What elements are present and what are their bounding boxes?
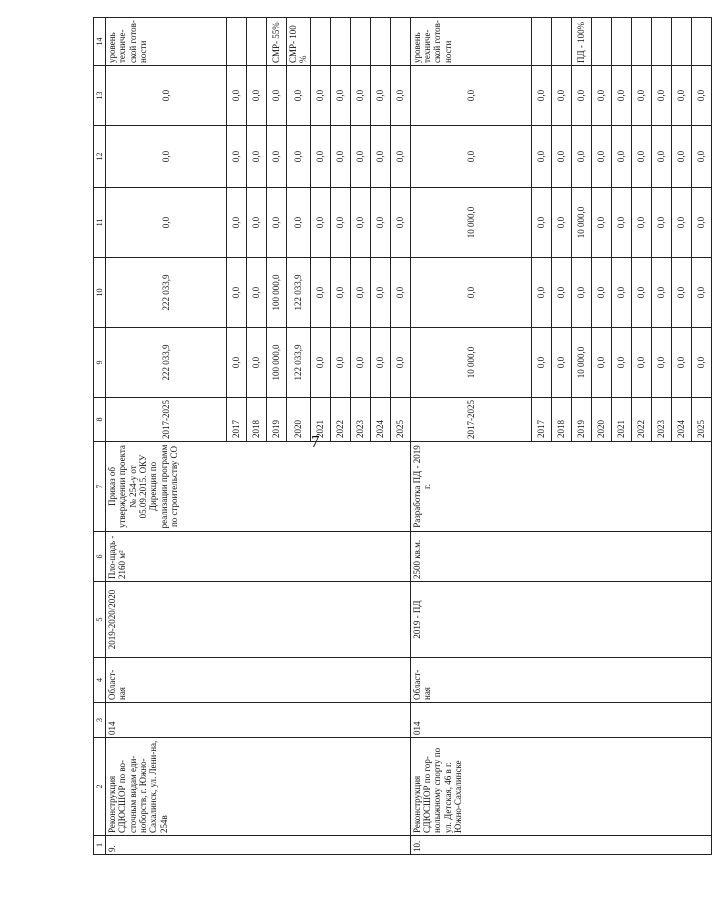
year-cell: 2022: [631, 398, 651, 442]
value-cell: 222 033,9: [106, 328, 227, 398]
readiness-cell: СМР- 100 %: [287, 18, 311, 66]
value-cell: 0,0: [370, 188, 390, 258]
value-cell: 0,0: [631, 126, 651, 188]
value-cell: 0,0: [591, 328, 611, 398]
value-cell: 0,0: [531, 126, 551, 188]
value-cell: 0,0: [350, 328, 370, 398]
value-cell: 0,0: [611, 66, 631, 126]
readiness-cell: [551, 18, 571, 66]
col-num: 5: [94, 582, 106, 658]
value-cell: 0,0: [611, 188, 631, 258]
value-cell: 0,0: [310, 66, 330, 126]
value-cell: 100 000,0: [267, 328, 287, 398]
construction-period: 2019 - ПД: [410, 582, 711, 658]
value-cell: 0,0: [591, 188, 611, 258]
value-cell: 0,0: [651, 258, 671, 328]
value-cell: 0,0: [631, 66, 651, 126]
value-cell: 222 033,9: [106, 258, 227, 328]
value-cell: 0,0: [330, 258, 350, 328]
col-num: 1: [94, 836, 106, 855]
value-cell: 0,0: [691, 126, 711, 188]
value-cell: 0,0: [287, 66, 311, 126]
value-cell: 122 033,9: [287, 328, 311, 398]
value-cell: 0,0: [370, 126, 390, 188]
value-cell: 0,0: [330, 66, 350, 126]
value-cell: 0,0: [671, 258, 691, 328]
value-cell: 0,0: [287, 126, 311, 188]
value-cell: 0,0: [247, 126, 267, 188]
project-total-row: [106, 18, 227, 855]
value-cell: 0,0: [551, 126, 571, 188]
readiness-cell: [671, 18, 691, 66]
project-document: Приказ об утверждении проекта № 254-у от 05.09.2015. ОКУ Дирекция по реализации программ по строительству СО: [106, 442, 411, 532]
project-document: Разработка ПД - 2019 г.: [410, 442, 711, 532]
value-cell: 0,0: [631, 328, 651, 398]
col-num: 8: [94, 398, 106, 442]
year-cell: 2020: [591, 398, 611, 442]
value-cell: 0,0: [106, 126, 227, 188]
year-cell: 2023: [350, 398, 370, 442]
year-cell: 2020: [287, 398, 311, 442]
value-cell: 0,0: [267, 66, 287, 126]
capacity: Пло-щадь - 2160 м²: [106, 532, 411, 582]
value-cell: 0,0: [227, 126, 247, 188]
value-cell: 0,0: [551, 66, 571, 126]
value-cell: 0,0: [671, 188, 691, 258]
value-cell: 0,0: [330, 188, 350, 258]
value-cell: 0,0: [370, 258, 390, 328]
value-cell: 0,0: [611, 328, 631, 398]
value-cell: 0,0: [310, 188, 330, 258]
value-cell: 0,0: [370, 66, 390, 126]
value-cell: 0,0: [410, 126, 531, 188]
rotated-table-container: [93, 18, 707, 855]
value-cell: 0,0: [691, 66, 711, 126]
col-num: 9: [94, 328, 106, 398]
value-cell: 0,0: [571, 126, 591, 188]
value-cell: 0,0: [671, 66, 691, 126]
year-cell: 2021: [310, 398, 330, 442]
ownership-level: Област-ная: [410, 658, 711, 703]
col-num: 7: [94, 442, 106, 532]
value-cell: 0,0: [651, 188, 671, 258]
value-cell: 10 000,0: [410, 188, 531, 258]
year-cell: 2017: [531, 398, 551, 442]
readiness-cell: [390, 18, 410, 66]
year-cell: 2017: [227, 398, 247, 442]
value-cell: 0,0: [551, 188, 571, 258]
project-name: Реконструкция СДЮСШОР по во-сточным видам еди-ноборств, г. Южно-Сахалинск, ул. Лени-на, 254в: [106, 738, 411, 836]
value-cell: 0,0: [390, 188, 410, 258]
value-cell: 0,0: [370, 328, 390, 398]
value-cell: 0,0: [631, 188, 651, 258]
value-cell: 0,0: [390, 66, 410, 126]
year-cell: 2018: [247, 398, 267, 442]
value-cell: 0,0: [350, 66, 370, 126]
value-cell: 0,0: [227, 188, 247, 258]
project-number: 9.: [106, 836, 411, 855]
value-cell: 0,0: [267, 126, 287, 188]
col-num: 13: [94, 66, 106, 126]
value-cell: 0,0: [531, 66, 551, 126]
value-cell: 0,0: [410, 66, 531, 126]
ownership-level: Област-ная: [106, 658, 411, 703]
value-cell: 0,0: [571, 258, 591, 328]
capacity: 2500 кв.м.: [410, 532, 711, 582]
readiness-cell: ПД - 100%: [571, 18, 591, 66]
col-num: 14: [94, 18, 106, 66]
col-num: 6: [94, 532, 106, 582]
year-cell: 2018: [551, 398, 571, 442]
year-cell: 2019: [571, 398, 591, 442]
year-cell: 2019: [267, 398, 287, 442]
readiness-cell: [591, 18, 611, 66]
investment-projects-table: [93, 17, 712, 855]
year-cell: 2025: [390, 398, 410, 442]
value-cell: 0,0: [227, 328, 247, 398]
readiness-cell: [631, 18, 651, 66]
value-cell: 0,0: [310, 258, 330, 328]
col-num: 10: [94, 258, 106, 328]
value-cell: 100 000,0: [267, 258, 287, 328]
value-cell: 0,0: [671, 126, 691, 188]
year-cell: 2021: [611, 398, 631, 442]
value-cell: 0,0: [267, 188, 287, 258]
value-cell: 0,0: [691, 328, 711, 398]
value-cell: 0,0: [611, 258, 631, 328]
value-cell: 0,0: [247, 188, 267, 258]
year-cell: 2023: [651, 398, 671, 442]
value-cell: 0,0: [350, 258, 370, 328]
project-name: Реконструкция СДЮСШОР по гор-нолыжному спорту по ул. Детская, 46 в г. Южно-Сахалинске: [410, 738, 711, 836]
value-cell: 0,0: [691, 258, 711, 328]
value-cell: 0,0: [611, 126, 631, 188]
value-cell: 0,0: [531, 188, 551, 258]
readiness-cell: [330, 18, 350, 66]
readiness-cell: [370, 18, 390, 66]
value-cell: 0,0: [591, 66, 611, 126]
value-cell: 0,0: [106, 188, 227, 258]
readiness-cell: СМР- 55%: [267, 18, 287, 66]
value-cell: 0,0: [651, 328, 671, 398]
col-num: 3: [94, 703, 106, 738]
column-number-row: [94, 18, 106, 855]
value-cell: 0,0: [310, 126, 330, 188]
readiness-cell: уровень техниче-ской готов-ности: [106, 18, 227, 66]
page-number: 7: [311, 432, 320, 451]
col-num: 2: [94, 738, 106, 836]
readiness-cell: [531, 18, 551, 66]
col-num: 4: [94, 658, 106, 703]
col-num: 12: [94, 126, 106, 188]
col-num: 11: [94, 188, 106, 258]
value-cell: 0,0: [591, 258, 611, 328]
readiness-cell: [227, 18, 247, 66]
readiness-cell: уровень техниче-ской готов-ности: [410, 18, 531, 66]
value-cell: 0,0: [531, 328, 551, 398]
project-total-row: [410, 18, 531, 855]
year-cell: 2017-2025: [106, 398, 227, 442]
value-cell: 0,0: [390, 126, 410, 188]
project-code: 014: [106, 703, 411, 738]
value-cell: 0,0: [691, 188, 711, 258]
year-cell: 2017-2025: [410, 398, 531, 442]
value-cell: 10 000,0: [571, 328, 591, 398]
year-cell: 2024: [370, 398, 390, 442]
value-cell: 0,0: [651, 66, 671, 126]
value-cell: 10 000,0: [410, 328, 531, 398]
readiness-cell: [611, 18, 631, 66]
readiness-cell: [691, 18, 711, 66]
value-cell: 0,0: [350, 126, 370, 188]
value-cell: 0,0: [631, 258, 651, 328]
year-cell: 2022: [330, 398, 350, 442]
value-cell: 0,0: [390, 258, 410, 328]
value-cell: 0,0: [247, 258, 267, 328]
value-cell: 0,0: [531, 258, 551, 328]
value-cell: 0,0: [247, 66, 267, 126]
value-cell: 0,0: [247, 328, 267, 398]
value-cell: 0,0: [591, 126, 611, 188]
readiness-cell: [310, 18, 330, 66]
readiness-cell: [651, 18, 671, 66]
value-cell: 0,0: [310, 328, 330, 398]
construction-period: 2019-2020/2020: [106, 582, 411, 658]
value-cell: 0,0: [571, 66, 591, 126]
value-cell: 0,0: [330, 126, 350, 188]
value-cell: 0,0: [227, 258, 247, 328]
readiness-cell: [247, 18, 267, 66]
project-number: 10.: [410, 836, 711, 855]
year-cell: 2025: [691, 398, 711, 442]
value-cell: 0,0: [390, 328, 410, 398]
value-cell: 122 033,9: [287, 258, 311, 328]
value-cell: 0,0: [551, 258, 571, 328]
value-cell: 0,0: [106, 66, 227, 126]
value-cell: 0,0: [410, 258, 531, 328]
value-cell: 0,0: [227, 66, 247, 126]
value-cell: 0,0: [551, 328, 571, 398]
value-cell: 0,0: [287, 188, 311, 258]
value-cell: 10 000,0: [571, 188, 591, 258]
year-cell: 2024: [671, 398, 691, 442]
value-cell: 0,0: [330, 328, 350, 398]
project-code: 014: [410, 703, 711, 738]
value-cell: 0,0: [350, 188, 370, 258]
value-cell: 0,0: [651, 126, 671, 188]
value-cell: 0,0: [671, 328, 691, 398]
readiness-cell: [350, 18, 370, 66]
